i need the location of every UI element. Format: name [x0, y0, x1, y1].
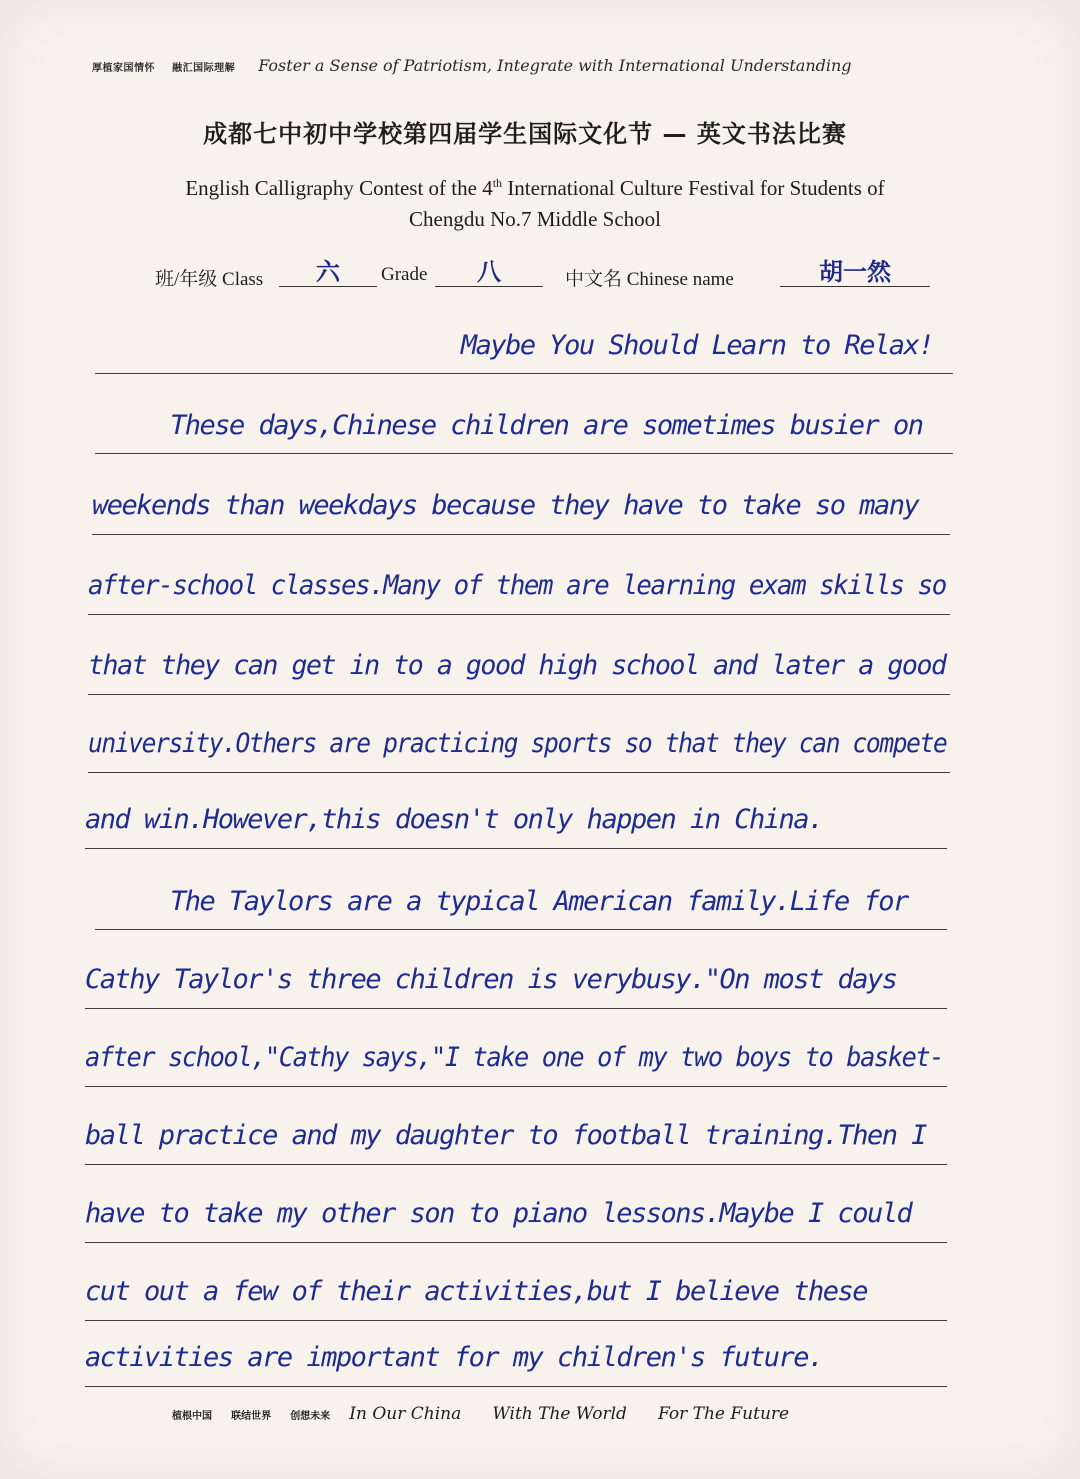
motto-en: Foster a Sense of Patriotism, Integrate with International Understanding	[258, 56, 852, 75]
student-info-row	[155, 258, 945, 292]
essay-line-text: and win.However,this doesn't only happen in China.	[85, 804, 823, 835]
footer-en-3: For The Future	[658, 1404, 790, 1424]
title-en-part1: English Calligraphy Contest of the 4	[185, 176, 493, 200]
essay-line-text: after-school classes.Many of them are learning exam skills so	[88, 570, 946, 601]
title-english	[120, 168, 950, 235]
footer-cn-3: 创想未来	[290, 1411, 331, 1422]
essay-line	[85, 952, 947, 1009]
title-en-part2: International Culture Festival for Students of	[502, 176, 885, 200]
title-en-sup: th	[492, 176, 503, 190]
essay-line-text: weekends than weekdays because they have to take so many	[92, 490, 919, 521]
chinese-name-label: 中文名 Chinese name	[565, 269, 734, 290]
essay-line	[95, 874, 947, 930]
header-motto	[92, 56, 992, 75]
essay-line	[85, 1108, 947, 1165]
essay-line	[88, 638, 950, 695]
essay-line	[95, 398, 953, 454]
footer-cn-2: 联结世界	[231, 1411, 272, 1422]
motto-cn-1: 厚植家国情怀	[92, 63, 155, 74]
essay-line-text: that they can get in to a good high school and later a good	[88, 650, 946, 681]
essay-line	[88, 558, 950, 615]
title-chinese: 成都七中初中学校第四届学生国际文化节 — 英文书法比赛	[203, 120, 847, 148]
essay-line-text: activities are important for my children's future.	[85, 1342, 823, 1373]
essay-title-text: Maybe You Should Learn to Relax!	[460, 330, 933, 361]
essay-line-text: ball practice and my daughter to football training.Then I	[85, 1120, 927, 1151]
essay-line	[88, 716, 950, 773]
class-field[interactable]: 六	[279, 258, 377, 287]
essay-line	[85, 792, 947, 849]
footer-en-2: With The World	[492, 1404, 627, 1424]
essay-line-text: have to take my other son to piano lessons.Maybe I could	[85, 1198, 912, 1229]
essay-line-text: Cathy Taylor's three children is verybusy."On most days	[85, 964, 897, 995]
grade-label: Grade	[381, 264, 428, 285]
essay-line-text: after school,"Cathy says,"I take one of my two boys to basket-	[85, 1042, 944, 1073]
essay-title	[95, 318, 953, 374]
footer-en-1: In Our China	[349, 1404, 462, 1424]
footer-cn-1: 植根中国	[172, 1411, 212, 1422]
essay-line	[85, 1186, 947, 1243]
essay-line-text: The Taylors are a typical American family.Life for	[170, 886, 908, 917]
essay-line-text: cut out a few of their activities,but I believe these	[85, 1276, 868, 1307]
essay-line-text: university.Others are practicing sports so that they can compete	[88, 728, 947, 759]
essay-line	[85, 1030, 947, 1087]
grade-field[interactable]: 八	[435, 258, 543, 287]
footer-slogan	[172, 1404, 892, 1424]
motto-cn-2: 融汇国际理解	[172, 63, 236, 74]
essay-line-text: These days,Chinese children are sometimes busier on	[170, 410, 923, 441]
chinese-name-field[interactable]: 胡一然	[780, 258, 930, 287]
essay-line	[92, 478, 950, 535]
essay-line	[85, 1330, 947, 1387]
essay-line	[85, 1264, 947, 1321]
title-en-line2: Chengdu No.7 Middle School	[409, 207, 661, 231]
class-label: 班/年级 Class	[155, 269, 264, 290]
